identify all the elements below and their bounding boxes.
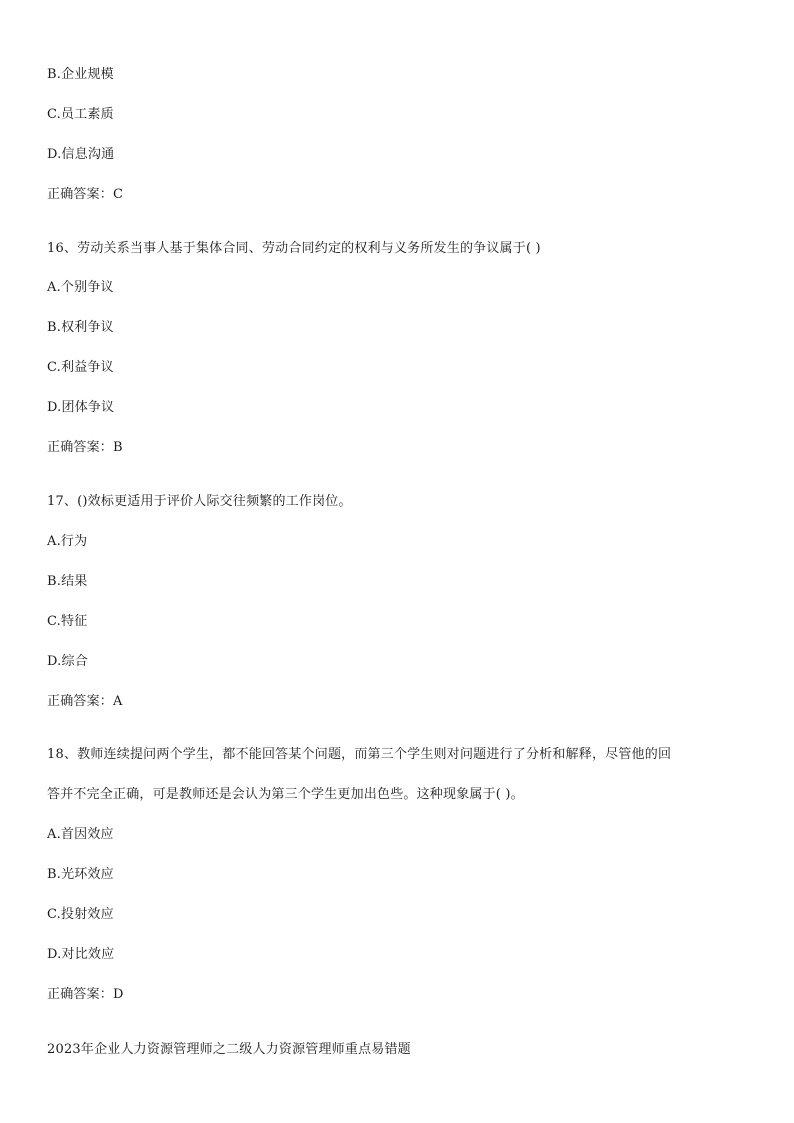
option-d: D.团体争议: [47, 400, 115, 415]
answer-line: 正确答案：D: [47, 987, 124, 1002]
option-d: D.信息沟通: [47, 147, 115, 162]
option-a: A.个别争议: [47, 280, 114, 295]
answer-line: 正确答案：C: [47, 187, 124, 202]
answer-line: 正确答案：A: [47, 694, 123, 709]
option-a: A.行为: [47, 534, 88, 549]
question-stem: 17、()效标更适用于评价人际交往频繁的工作岗位。: [47, 494, 352, 509]
option-c: C.利益争议: [47, 360, 114, 375]
option-b: B.结果: [47, 574, 88, 589]
option-b: B.企业规模: [47, 67, 114, 82]
answer-line: 正确答案：B: [47, 440, 123, 455]
option-c: C.员工素质: [47, 107, 114, 122]
question-stem-line-1: 18、教师连续提问两个学生，都不能回答某个问题，而第三个学生则对问题进行了分析和解释，尽管他的回: [47, 747, 672, 762]
option-b: B.光环效应: [47, 867, 114, 882]
option-c: C.投射效应: [47, 907, 114, 922]
option-d: D.对比效应: [47, 947, 115, 962]
option-c: C.特征: [47, 614, 88, 629]
option-b: B.权利争议: [47, 320, 114, 335]
document-footer-title: 2023年企业人力资源管理师之二级人力资源管理师重点易错题: [47, 1042, 411, 1057]
question-stem-line-2: 答并不完全正确，可是教师还是会认为第三个学生更加出色些。这种现象属于( )。: [47, 787, 524, 802]
option-d: D.综合: [47, 654, 88, 669]
question-stem: 16、劳动关系当事人基于集体合同、劳动合同约定的权利与义务所发生的争议属于( ): [47, 241, 541, 256]
option-a: A.首因效应: [47, 827, 114, 842]
